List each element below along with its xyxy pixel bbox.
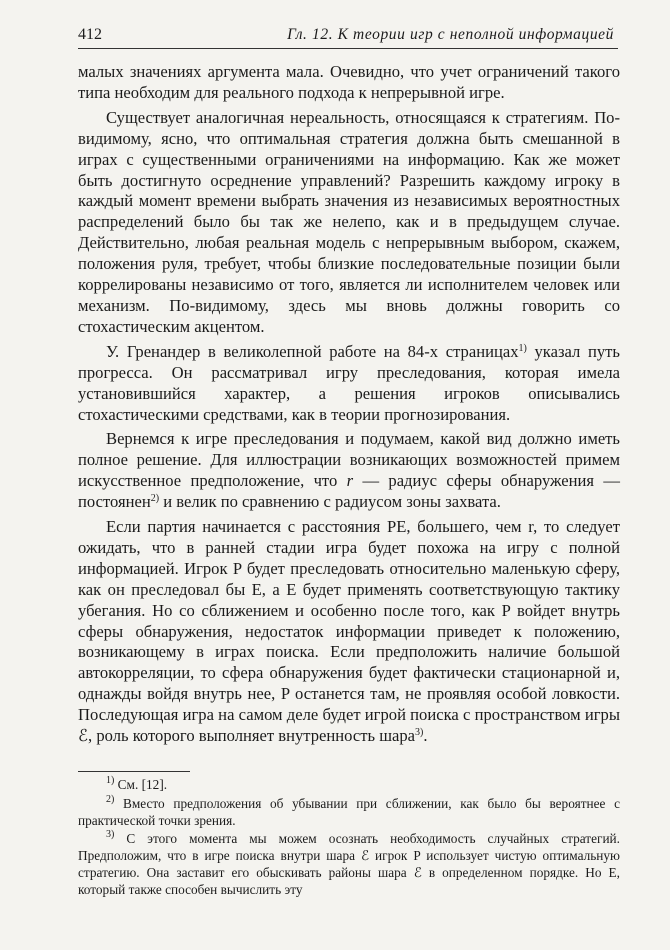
paragraph-4-text: Вернемся к игре преследования и подумаем, какой вид должно иметь полное решение. Для иллюстрации возникающих возможностей примем искусственное предположение, что [78, 429, 620, 491]
paragraph-4-text-mid: — радиус сферы обнаружения — постоянен [78, 471, 620, 512]
paragraph-2: Существует аналогичная нереальность, относящаяся к стратегиям. По-видимому, ясно, что оптимальная стратегия должна быть смешанной в играх с существенными ограничениями на информацию. Как же может быть достигнуто осреднение управлений? Разрешить каждому игроку в каждый момент времени выбрать значения из независимых вероятностных распределений было бы так же нелепо, как и в предыдущем случае. Действительно, любая реальная модель с непрерывным выбором, скажем, положения руля, требует, чтобы близкие последовательные позиции были коррелированы независимо от того, является ли исполнителем человек или механизм. По-видимому, здесь мы вновь должны говорить со стохастическим акцентом. [78, 107, 620, 336]
main-text [78, 62, 620, 747]
footnote-3-mark: 3) [106, 828, 115, 840]
footnote-divider [78, 771, 190, 772]
page-header [78, 26, 618, 49]
footnote-2-text: Вместо предположения об убывании при сближении, как было бы вероятнее с практической точки зрения. [78, 796, 620, 829]
footnote-1 [78, 776, 620, 793]
paragraph-4-text-cont: и велик по сравнению с радиусом зоны захвата. [159, 492, 501, 512]
footnote-3 [78, 830, 620, 899]
footnote-1-mark: 1) [106, 775, 115, 786]
paragraph-3-text: У. Гренандер в великолепной работе на 84-х страницах [106, 341, 519, 361]
paragraph-1: малых значениях аргумента мала. Очевидно, что учет ограничений такого типа необходим для реального подхода к непрерывной игре. [78, 62, 620, 102]
footnote-mark-1: 1) [518, 342, 527, 354]
page-number: 412 [78, 26, 102, 43]
footnote-2 [78, 795, 620, 829]
paragraph-4 [78, 429, 620, 513]
footnote-mark-2: 2) [150, 493, 160, 505]
paragraph-3-text-cont: указал путь прогресса. Он рассматривал игру преследования, которая имела установившийся характер, а решения игроков описывались стохастическими средствами, как в теории прогнозирования. [78, 341, 620, 424]
paragraph-5-text: Если партия начинается с расстояния PE, большего, чем r, то следует ожидать, что в ранней стадии игра будет похожа на игру с полной информацией. Игрок P будет преследовать относительно маленькую сферу, как он преследовал бы E, а E будет применять соответствующую тактику убегания. Но со сближением и особенно после того, как P войдет внутрь сферы обнаружения, недостаток информации приведет к положению, возникающему в играх поиска. Если предположить наличие большой автокорреляции, то сфера обнаружения будет фактически стационарной и, однажды войдя внутрь нее, P останется там, не проявляя особой ловкости. Последующая игра на самом деле будет игрой поиска с пространством игры ℰ, роль которого выполняет внутренность шара [78, 517, 620, 746]
footnote-2-mark: 2) [106, 794, 115, 806]
footnote-3-text: С этого момента мы можем осознать необходимость случайных стратегий. Предположим, что в игре поиска внутри шара ℰ игрок P использует чистую оптимальную стратегию. Она заставит его обыскивать районы шара ℰ в определенном порядке. Но E, который также способен вычислить эту [78, 830, 620, 898]
footnote-1-text: См. [12]. [117, 777, 168, 792]
radius-variable: r [346, 471, 354, 491]
footnote-mark-3: 3) [415, 727, 424, 739]
footnotes [78, 776, 620, 898]
paragraph-3 [78, 342, 620, 426]
running-head: Гл. 12. К теории игр с неполной информацией [287, 26, 614, 43]
paragraph-5-text-cont: . [423, 726, 428, 746]
paragraph-5 [78, 517, 620, 747]
